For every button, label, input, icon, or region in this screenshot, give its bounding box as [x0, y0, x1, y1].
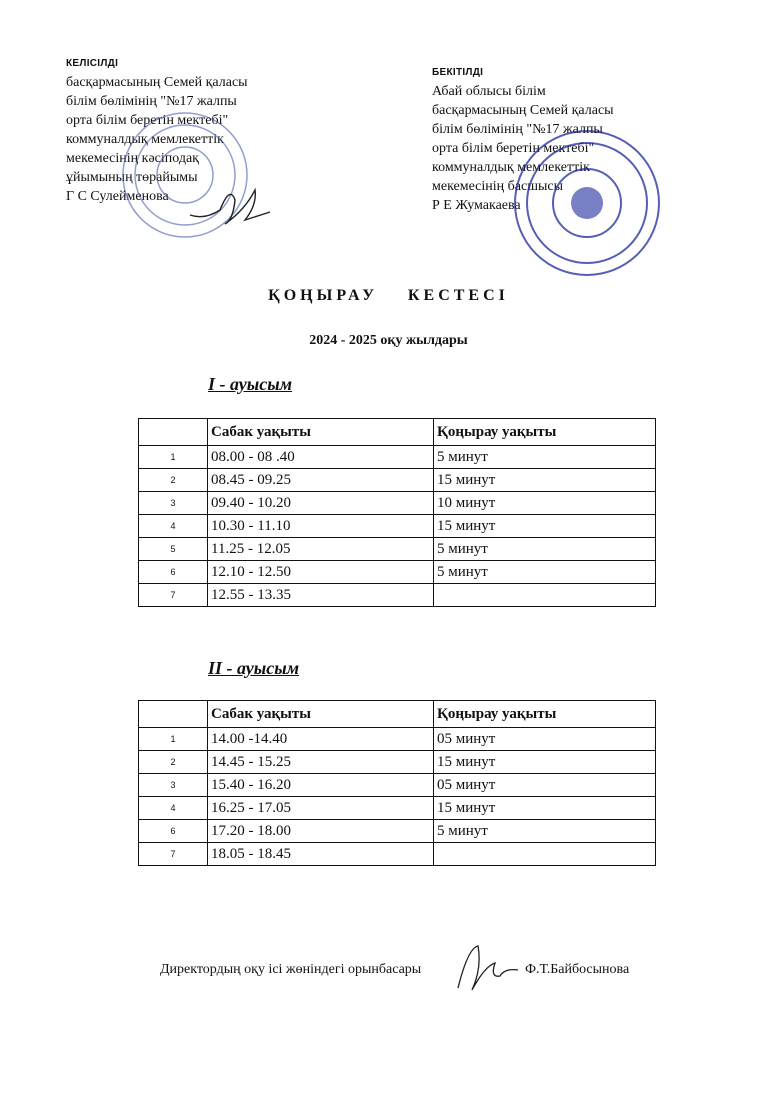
row-number: 4	[139, 515, 208, 538]
deputy-director-role: Директордың оқу ісі жөніндегі орынбасары	[160, 962, 422, 977]
agreed-line: ұйымының төрайымы	[66, 170, 198, 185]
table-row	[139, 797, 656, 820]
shift2-title: II - ауысым	[208, 658, 300, 678]
lesson-time: 10.30 - 11.10	[208, 515, 434, 538]
table-header-row	[139, 419, 656, 446]
header-number	[139, 419, 208, 446]
row-number: 1	[139, 728, 208, 751]
table-row	[139, 820, 656, 843]
table-row	[139, 584, 656, 607]
header-bell-time: Қоңырау уақыты	[434, 419, 656, 446]
table-row	[139, 843, 656, 866]
academic-year: 2024 - 2025 оқу жылдары	[309, 333, 468, 348]
table-row	[139, 774, 656, 797]
lesson-time: 12.10 - 12.50	[208, 561, 434, 584]
lesson-time: 16.25 - 17.05	[208, 797, 434, 820]
bell-time: 15 минут	[434, 797, 656, 820]
bell-time: 15 минут	[434, 751, 656, 774]
table-row	[139, 515, 656, 538]
row-number: 6	[139, 820, 208, 843]
approved-line: басқармасының Семей қаласы	[432, 103, 614, 118]
bell-time: 5 минут	[434, 538, 656, 561]
row-number: 4	[139, 797, 208, 820]
table-row	[139, 492, 656, 515]
bell-time: 05 минут	[434, 728, 656, 751]
approved-signer-name: Р Е Жумакаева	[432, 198, 521, 213]
approved-line: Абай облысы білім	[432, 84, 546, 99]
lesson-time: 08.00 - 08 .40	[208, 446, 434, 469]
approved-block	[432, 63, 692, 215]
bell-time: 5 минут	[434, 446, 656, 469]
table-row	[139, 469, 656, 492]
lesson-time: 14.45 - 15.25	[208, 751, 434, 774]
footer-signature-icon	[450, 938, 525, 998]
row-number: 2	[139, 751, 208, 774]
bell-time: 10 минут	[434, 492, 656, 515]
agreed-line: басқармасының Семей қаласы	[66, 75, 248, 90]
shift1-title: I - ауысым	[208, 374, 293, 394]
lesson-time: 15.40 - 16.20	[208, 774, 434, 797]
agreed-line: мекемесінің кәсіподақ	[66, 151, 199, 166]
bell-time: 15 минут	[434, 515, 656, 538]
row-number: 7	[139, 843, 208, 866]
page-title: ҚОҢЫРАУ КЕСТЕСІ	[268, 287, 509, 304]
row-number: 3	[139, 774, 208, 797]
approved-line: мекемесінің басшысы	[432, 179, 563, 194]
approved-line: коммуналдық мемлекеттік	[432, 160, 590, 175]
shift2-table	[138, 700, 656, 866]
table-row	[139, 538, 656, 561]
bell-time	[434, 584, 656, 607]
lesson-time: 18.05 - 18.45	[208, 843, 434, 866]
lesson-time: 08.45 - 09.25	[208, 469, 434, 492]
row-number: 2	[139, 469, 208, 492]
header-lesson-time: Сабак уақыты	[208, 419, 434, 446]
agreed-line: коммуналдық мемлекеттік	[66, 132, 224, 147]
agreed-heading: КЕЛІСІЛДІ	[66, 58, 119, 69]
table-row	[139, 751, 656, 774]
row-number: 3	[139, 492, 208, 515]
lesson-time: 12.55 - 13.35	[208, 584, 434, 607]
header-lesson-time: Сабак уақыты	[208, 701, 434, 728]
row-number: 6	[139, 561, 208, 584]
bell-time: 5 минут	[434, 561, 656, 584]
left-signature-icon	[185, 180, 275, 230]
deputy-director-name: Ф.Т.Байбосынова	[525, 962, 630, 977]
bell-time: 15 минут	[434, 469, 656, 492]
table-header-row	[139, 701, 656, 728]
bell-time: 5 минут	[434, 820, 656, 843]
bell-time	[434, 843, 656, 866]
agreed-line: білім бөлімінің "№17 жалпы	[66, 94, 237, 109]
lesson-time: 11.25 - 12.05	[208, 538, 434, 561]
approved-line: білім бөлімінің "№17 жалпы	[432, 122, 603, 137]
row-number: 7	[139, 584, 208, 607]
lesson-time: 09.40 - 10.20	[208, 492, 434, 515]
shift1-table	[138, 418, 656, 607]
approved-line: орта білім беретін мектебі"	[432, 141, 595, 156]
table-row	[139, 561, 656, 584]
lesson-time: 17.20 - 18.00	[208, 820, 434, 843]
row-number: 5	[139, 538, 208, 561]
approved-heading: БЕКІТІЛДІ	[432, 67, 484, 78]
agreed-signer-name: Г С Сулейменова	[66, 189, 169, 204]
table-row	[139, 446, 656, 469]
header-number	[139, 701, 208, 728]
bell-time: 05 минут	[434, 774, 656, 797]
agreed-line: орта білім беретін мектебі"	[66, 113, 229, 128]
lesson-time: 14.00 -14.40	[208, 728, 434, 751]
table-row	[139, 728, 656, 751]
row-number: 1	[139, 446, 208, 469]
header-bell-time: Қоңырау уақыты	[434, 701, 656, 728]
